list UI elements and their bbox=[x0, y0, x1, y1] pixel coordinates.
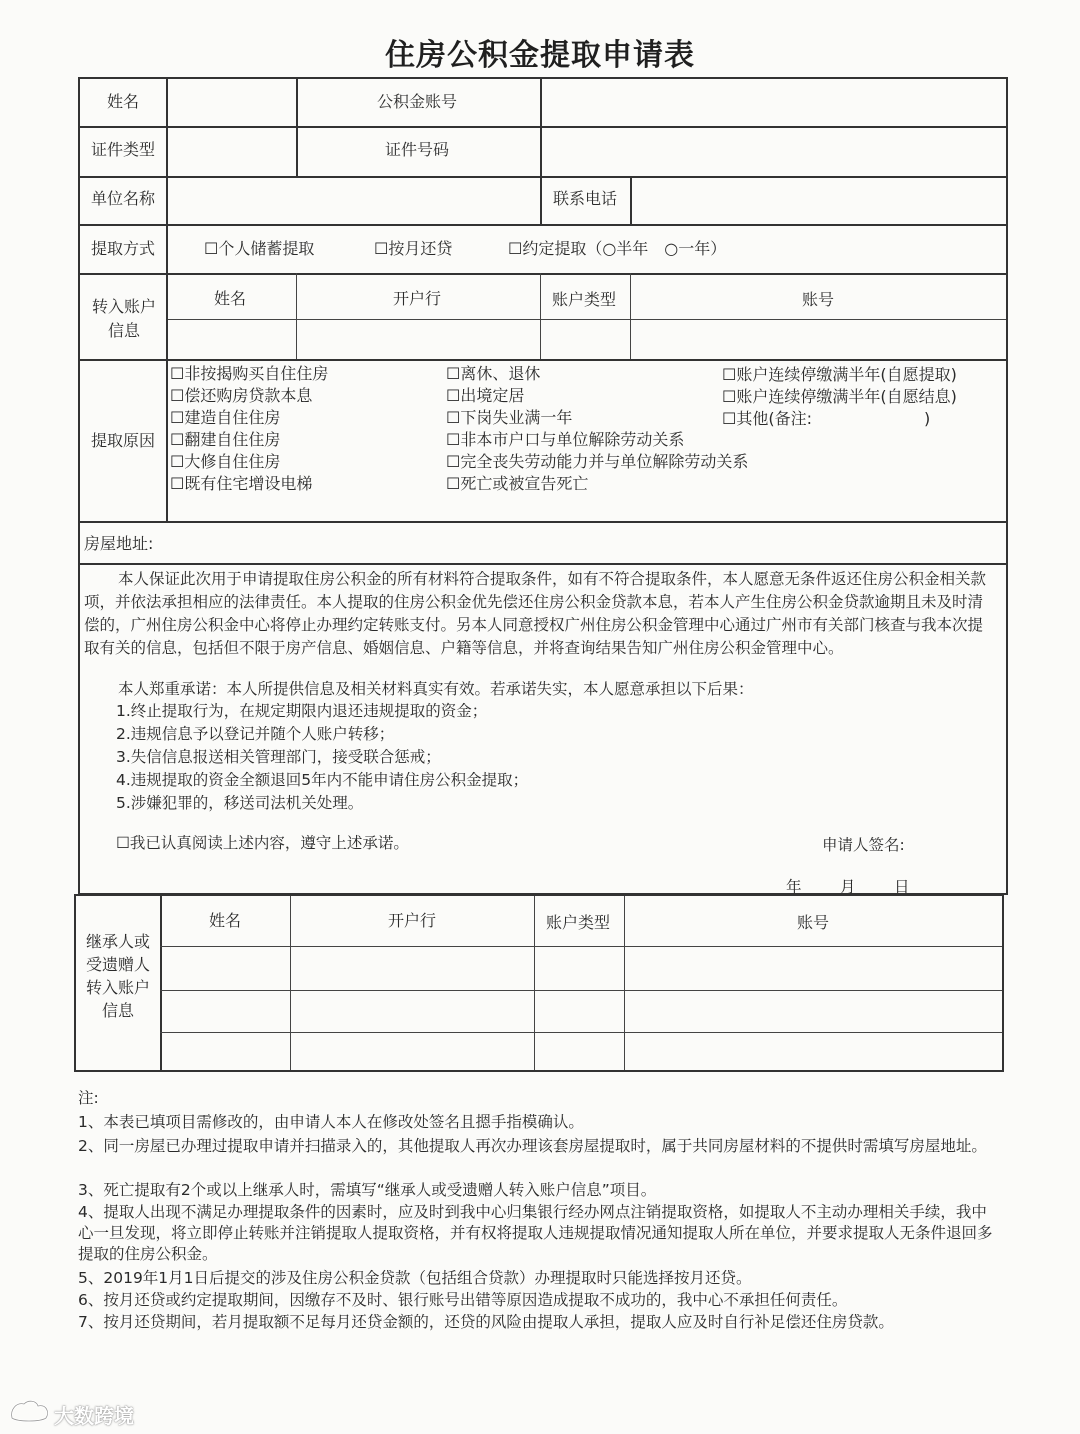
reason-build-house[interactable]: ☐建造自住住房 bbox=[170, 408, 281, 427]
transfer-col-account-number: 账号 bbox=[801, 290, 834, 309]
id-number-label: 证件号码 bbox=[384, 140, 449, 159]
option-personal-savings[interactable]: ☐个人储蓄提取 bbox=[204, 239, 315, 258]
note-1: 1、本表已填项目需修改的，由申请人本人在修改处签名且摁手指模确认。 bbox=[78, 1113, 584, 1131]
reason-repay-loan[interactable]: ☐偿还购房贷款本息 bbox=[170, 386, 313, 405]
form-title: 住房公积金提取申请表 bbox=[385, 38, 695, 73]
note-2: 2、同一房屋已办理过提取申请并扫描录入的，其他提取人再次办理该套房屋提取时，属于共同房屋材料的不提供时需填写房屋地址。 bbox=[78, 1137, 987, 1155]
withdraw-reason-label: 提取原因 bbox=[90, 431, 155, 450]
heir-col-bank: 开户行 bbox=[387, 911, 436, 930]
date-year-label: 年 bbox=[786, 878, 802, 896]
watermark-text: 大数跨境 bbox=[54, 1404, 134, 1428]
id-number-input[interactable] bbox=[542, 128, 1004, 170]
reason-suspended-withdraw[interactable]: ☐账户连续停缴满半年(自愿提取) bbox=[722, 365, 957, 384]
transfer-bank-input[interactable] bbox=[298, 321, 538, 355]
transfer-account-label: 转入账户信息 bbox=[91, 297, 156, 340]
pledge-consequence-4: 4.违规提取的资金全额退回5年内不能申请住房公积金提取； bbox=[116, 771, 529, 789]
reason-unemployed[interactable]: ☐下岗失业满一年 bbox=[446, 408, 573, 427]
pledge-consequence-2: 2.违规信息予以登记并随个人账户转移； bbox=[116, 725, 395, 743]
heir-col-account-type: 账户类型 bbox=[545, 913, 610, 932]
pledge-paragraph-1: 本人保证此次用于申请提取住房公积金的所有材料符合提取条件，如有不符合提取条件，本人愿意无条件返还住房公积金相关款项，并依法承担相应的法律责任。本人提取的住房公积金优先偿还住房公积金贷款本息，若本人产生住房公积金贷款逾期且未及时清偿的，广州住房公积金中心将停止办理约定转账支付。另本人同意授权广州住房公积金管理中心通过广州市有关部门核查与我本次提取有关的信息，包括但不限于房产信息、婚姻信息、户籍等信息，并将查询结果告知广州住房公积金管理中心。 bbox=[84, 570, 987, 657]
withdraw-method-label: 提取方式 bbox=[90, 239, 155, 258]
reason-other[interactable]: ☐其他(备注: ) bbox=[722, 409, 931, 428]
heir-row-3-input[interactable] bbox=[162, 1032, 1002, 1068]
pledge-confirm-checkbox[interactable]: ☐我已认真阅读上述内容，遵守上述承诺。 bbox=[116, 834, 409, 852]
transfer-account-number-input[interactable] bbox=[632, 321, 1004, 355]
pledge-paragraph-2: 本人郑重承诺：本人所提供信息及相关材料真实有效。若承诺失实，本人愿意承担以下后果： bbox=[118, 680, 754, 698]
note-7: 7、按月还贷期间，若月提取额不足每月还贷金额的，还贷的风险由提取人承担，提取人应及时自行补足偿还住房贷款。 bbox=[78, 1313, 894, 1331]
note-3: 3、死亡提取有2个或以上继承人时，需填写“继承人或受遗赠人转入账户信息”项目。 bbox=[78, 1181, 657, 1199]
heir-col-name: 姓名 bbox=[208, 911, 241, 930]
reason-death[interactable]: ☐死亡或被宣告死亡 bbox=[446, 474, 589, 493]
phone-input[interactable] bbox=[632, 178, 1004, 218]
name-label: 姓名 bbox=[106, 92, 139, 111]
reason-non-mortgage-purchase[interactable]: ☐非按揭购买自住住房 bbox=[170, 364, 329, 383]
reason-major-repair[interactable]: ☐大修自住住房 bbox=[170, 452, 281, 471]
employer-input[interactable] bbox=[168, 178, 538, 218]
note-6: 6、按月还贷或约定提取期间，因缴存不及时、银行账号出错等原因造成提取不成功的，我中心不承担任何责任。 bbox=[78, 1291, 848, 1309]
pledge-consequence-1: 1.终止提取行为，在规定期限内退还违规提取的资金； bbox=[116, 702, 488, 720]
pledge-consequence-3: 3.失信信息报送相关管理部门，接受联合惩戒； bbox=[116, 748, 441, 766]
date-day-label: 日 bbox=[894, 878, 910, 896]
phone-label: 联系电话 bbox=[552, 189, 617, 208]
name-input[interactable] bbox=[168, 81, 294, 121]
transfer-name-input[interactable] bbox=[168, 321, 294, 355]
fund-account-input[interactable] bbox=[542, 81, 1004, 121]
id-type-input[interactable] bbox=[168, 128, 294, 170]
heir-label: 继承人或受遗赠人转入账户信息 bbox=[85, 932, 150, 1020]
reason-rebuild-house[interactable]: ☐翻建自住住房 bbox=[170, 430, 281, 449]
signature-label: 申请人签名: bbox=[822, 836, 905, 854]
reason-disability[interactable]: ☐完全丧失劳动能力并与单位解除劳动关系 bbox=[446, 452, 749, 471]
heir-row-1-input[interactable] bbox=[162, 947, 1002, 987]
pledge-consequence-5: 5.涉嫌犯罪的，移送司法机关处理。 bbox=[116, 794, 364, 812]
transfer-col-account-type: 账户类型 bbox=[551, 290, 616, 309]
notes-heading: 注: bbox=[78, 1089, 99, 1107]
watermark-logo-icon bbox=[8, 1398, 52, 1424]
reason-suspended-interest[interactable]: ☐账户连续停缴满半年(自愿结息) bbox=[722, 387, 957, 406]
reason-add-elevator[interactable]: ☐既有住宅增设电梯 bbox=[170, 474, 313, 493]
fund-account-label: 公积金账号 bbox=[376, 92, 457, 111]
transfer-col-bank: 开户行 bbox=[392, 289, 441, 308]
reason-emigrate[interactable]: ☐出境定居 bbox=[446, 386, 525, 405]
reason-retirement[interactable]: ☐离休、退休 bbox=[446, 364, 541, 383]
heir-col-account-number: 账号 bbox=[796, 913, 829, 932]
option-scheduled-withdrawal[interactable]: ☐约定提取（○半年 ○一年） bbox=[508, 239, 727, 258]
house-address-label: 房屋地址: bbox=[84, 534, 154, 553]
employer-label: 单位名称 bbox=[90, 189, 155, 208]
transfer-col-name: 姓名 bbox=[213, 289, 246, 308]
option-monthly-repayment[interactable]: ☐按月还贷 bbox=[374, 239, 453, 258]
note-4: 4、提取人出现不满足办理提取条件的因素时，应及时到我中心归集银行经办网点注销提取资格，如提取人不主动办理相关手续，我中心一旦发现，将立即停止转账并注销提取人提取资格，并有权将提取人违规提取情况通知提取人所在单位，并要求提取人无条件退回多提取的住房公积金。 bbox=[78, 1203, 993, 1263]
id-type-label: 证件类型 bbox=[90, 140, 155, 159]
reason-non-local-terminated[interactable]: ☐非本市户口与单位解除劳动关系 bbox=[446, 430, 685, 449]
date-month-label: 月 bbox=[840, 878, 856, 896]
transfer-account-type-input[interactable] bbox=[542, 321, 628, 355]
house-address-input[interactable] bbox=[160, 524, 1004, 560]
heir-row-2-input[interactable] bbox=[162, 990, 1002, 1028]
note-5: 5、2019年1月1日后提交的涉及住房公积金贷款（包括组合贷款）办理提取时只能选择按月还贷。 bbox=[78, 1269, 752, 1287]
